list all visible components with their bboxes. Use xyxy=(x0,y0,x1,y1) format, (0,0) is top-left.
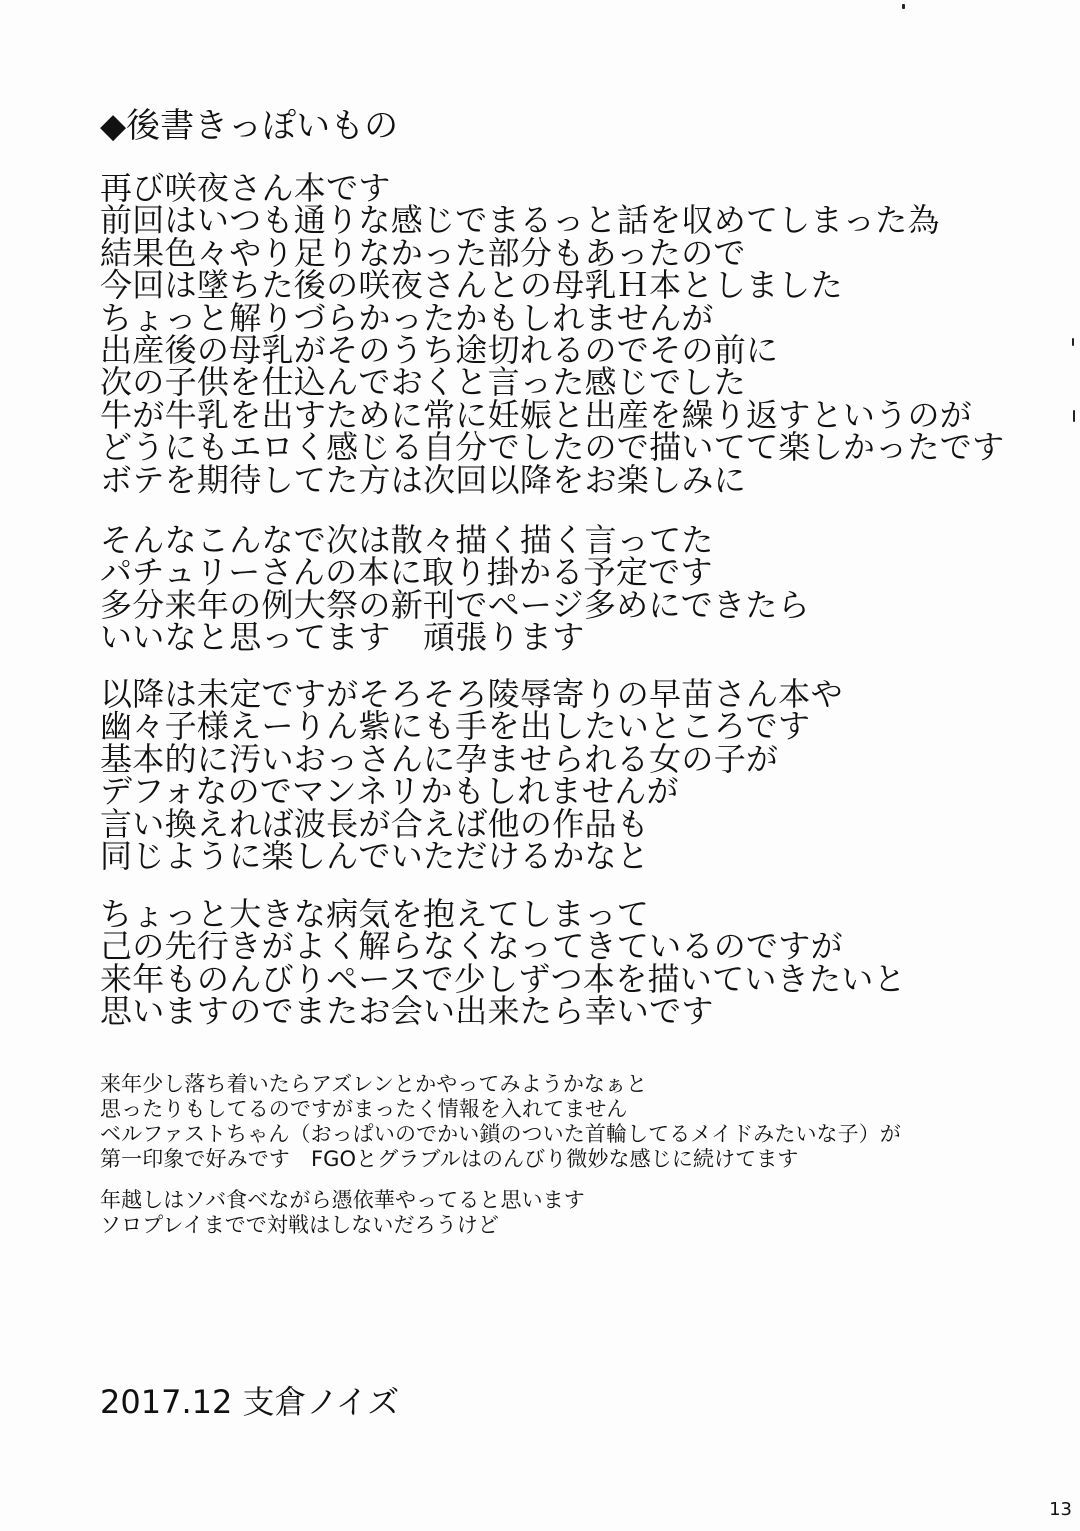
text-line: 再び咲夜さん本です xyxy=(100,169,391,207)
text-line: ボテを期待してた方は次回以降をお楽しみに xyxy=(100,460,747,499)
scan-speck xyxy=(902,4,905,9)
text-line: 基本的に汚いおっさんに孕ませられる女の子が xyxy=(100,739,779,778)
paragraph-5 xyxy=(100,1072,901,1172)
text-line: 牛が牛乳を出すために常に妊娠と出産を繰り返すというのが xyxy=(100,395,973,434)
text-line: 来年少し落ち着いたらアズレンとかやってみようかなぁと xyxy=(100,1072,648,1096)
paragraph-3 xyxy=(100,675,843,876)
paragraph-6 xyxy=(100,1188,585,1238)
paragraph-1 xyxy=(100,169,1005,499)
text-line: 思ったりもしてるのですがまったく情報を入れてません xyxy=(100,1097,628,1121)
text-line: どうにもエロく感じる自分でしたので描いてて楽しかったです xyxy=(100,428,1005,467)
text-line: ソロプレイまでで対戦はしないだろうけど xyxy=(100,1213,500,1237)
text-line: 多分来年の例大祭の新刊でページ多めにできたら xyxy=(100,585,810,624)
text-line: 第一印象で好みです FGOとグラブルはのんびり微妙な感じに続けてます xyxy=(100,1147,799,1171)
page-number: 13 xyxy=(1049,1499,1072,1520)
paragraph-2 xyxy=(100,521,810,657)
text-line: 言い換えれば波長が合えば他の作品も xyxy=(100,804,650,843)
text-line: パチュリーさんの本に取り掛かる予定です xyxy=(100,553,713,592)
text-line: ベルファストちゃん（おっぱいのでかい鎖のついた首輪してるメイドみたいな子）が xyxy=(100,1122,901,1146)
scan-speck xyxy=(1072,338,1074,346)
text-line: 以降は未定ですがそろそろ陵辱寄りの早苗さん本や xyxy=(100,675,843,713)
text-line: いいなと思ってます 頑張ります xyxy=(100,618,585,657)
text-line: 同じように楽しんでいただけるかなと xyxy=(100,837,650,876)
text-line: ちょっと大きな病気を抱えてしまって xyxy=(100,895,650,933)
paragraph-4 xyxy=(100,895,906,1031)
text-line: 次の子供を仕込んでおくと言った感じでした xyxy=(100,363,747,402)
text-line: 思いますのでまたお会い出来たら幸いです xyxy=(100,992,714,1031)
text-line: ちょっと解りづらかったかもしれませんが xyxy=(100,298,714,337)
text-line: 幽々子様えーりん紫にも手を出したいところです xyxy=(100,707,811,746)
text-line: 己の先行きがよく解らなくなってきているのですが xyxy=(100,927,843,966)
text-line: 出産後の母乳がそのうち途切れるのでその前に xyxy=(100,331,779,370)
date-signature: 2017.12 支倉ノイズ xyxy=(100,1383,400,1421)
scan-speck xyxy=(1073,410,1075,422)
text-line: 前回はいつも通りな感じでまるっと話を収めてしまった為 xyxy=(100,201,940,240)
text-line: 年越しはソバ食べながら憑依華やってると思います xyxy=(100,1188,585,1212)
text-line: 今回は墜ちた後の咲夜さんとの母乳Ｈ本としました xyxy=(100,266,843,305)
text-line: 来年ものんびりペースで少しずつ本を描いていきたいと xyxy=(100,959,906,998)
text-line: そんなこんなで次は散々描く描く言ってた xyxy=(100,521,714,559)
text-line: デフォなのでマンネリかもしれませんが xyxy=(100,772,679,811)
afterword-heading: ◆後書きっぽいもの xyxy=(100,106,399,146)
text-line: 結果色々やり足りなかった部分もあったので xyxy=(100,233,746,272)
